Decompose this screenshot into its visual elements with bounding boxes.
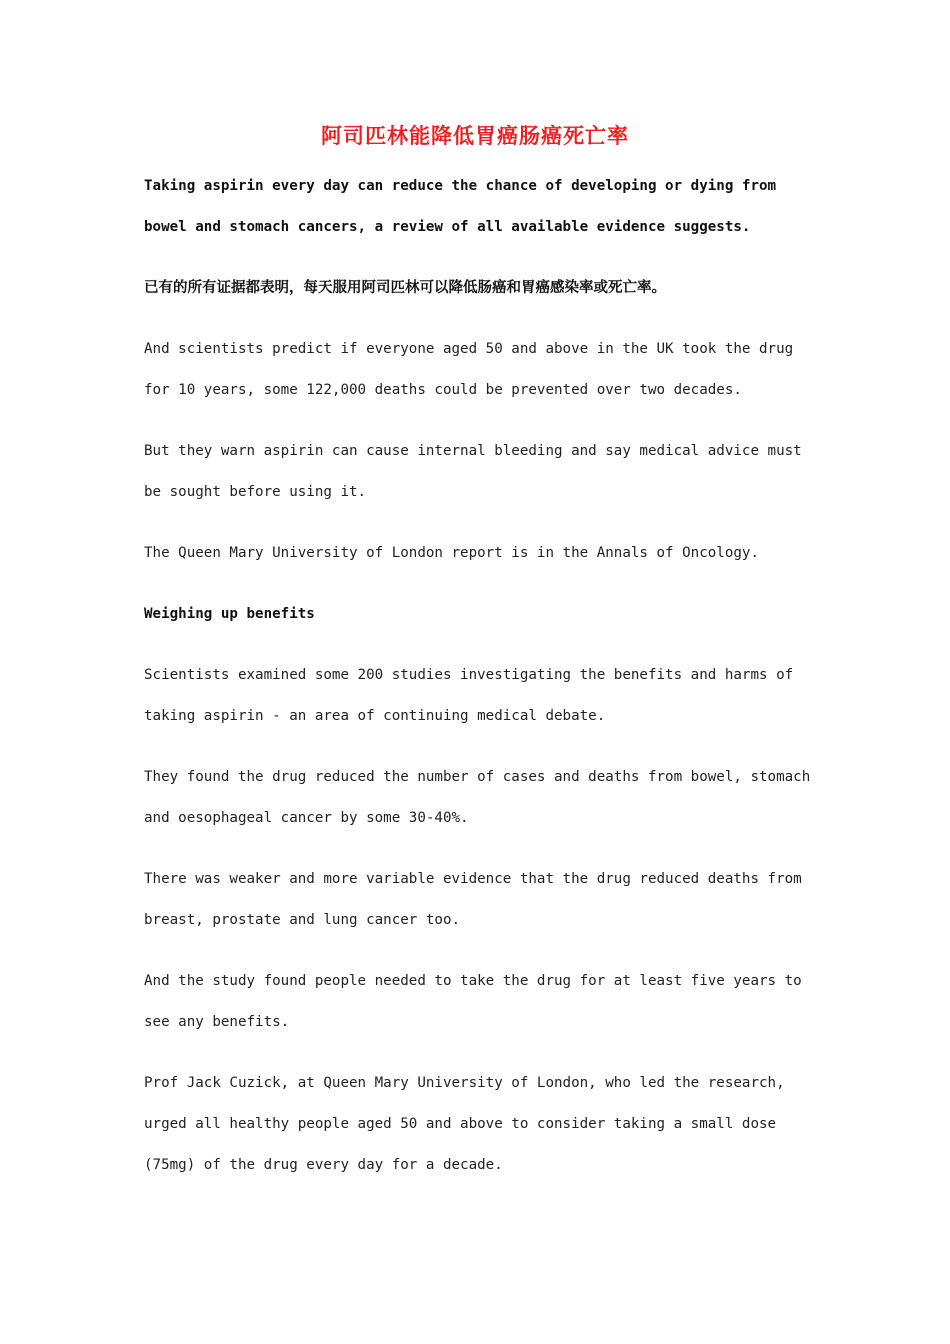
paragraph: Prof Jack Cuzick, at Queen Mary University of London, who led the research, urged all healthy people aged 50 and above to consider taking a small dose (75mg) of the drug every day for a decade.: [144, 1075, 794, 1173]
intro-english: Taking aspirin every day can reduce the chance of developing or dying from bowel and stomach cancers, a review of all available evidence suggests.: [144, 178, 785, 235]
page-title: 阿司匹林能降低胃癌肠癌死亡率: [321, 124, 629, 148]
paragraph: The Queen Mary University of London report is in the Annals of Oncology.: [144, 545, 759, 561]
paragraph: Scientists examined some 200 studies investigating the benefits and harms of taking aspirin - an area of continuing medical debate.: [144, 667, 802, 724]
paragraph: There was weaker and more variable evidence that the drug reduced deaths from breast, prostate and lung cancer too.: [144, 871, 811, 928]
intro-chinese: 已有的所有证据都表明，每天服用阿司匹林可以降低肠癌和胃癌感染率或死亡率。: [144, 280, 666, 296]
section-heading: Weighing up benefits: [144, 606, 315, 622]
article-body: [144, 166, 824, 1206]
paragraph: And scientists predict if everyone aged 50 and above in the UK took the drug for 10 years, some 122,000 deaths could be prevented over two decades.: [144, 341, 802, 398]
paragraph: But they warn aspirin can cause internal bleeding and say medical advice must be sought before using it.: [144, 443, 811, 500]
paragraph: And the study found people needed to take the drug for at least five years to see any benefits.: [144, 973, 811, 1030]
paragraph: They found the drug reduced the number of cases and deaths from bowel, stomach and oesophageal cancer by some 30-40%.: [144, 769, 819, 826]
